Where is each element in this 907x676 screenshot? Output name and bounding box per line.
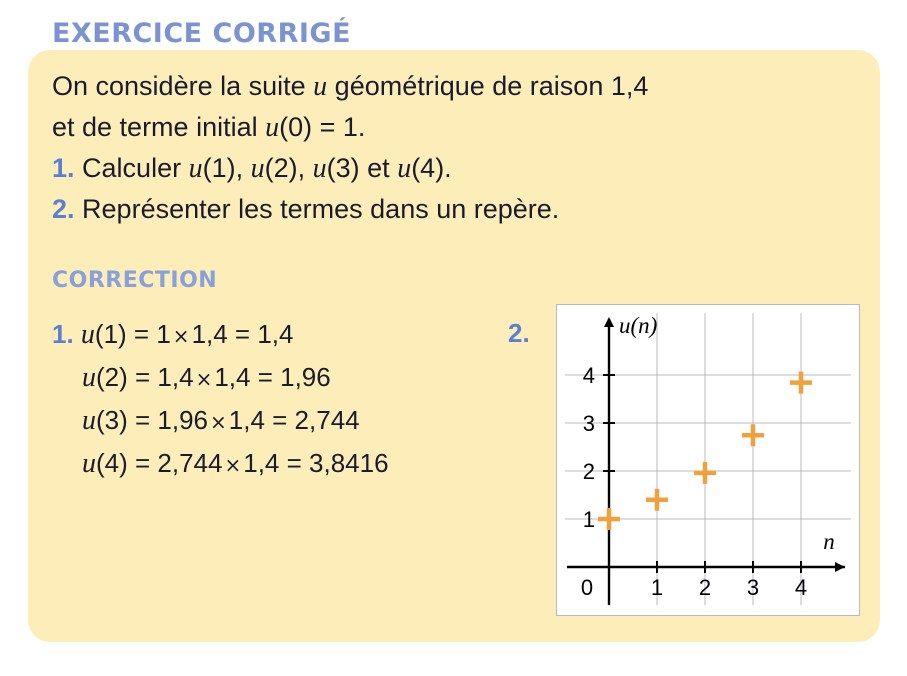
calculation-row-4 xyxy=(52,443,522,486)
calc-2-factor: 1,4 = 1,96 xyxy=(214,362,331,392)
x-tick-label: 3 xyxy=(746,575,760,600)
statement-u2-arg: (2), xyxy=(264,153,306,183)
data-point-marker xyxy=(742,424,764,446)
y-tick-label: 4 xyxy=(582,363,595,388)
statement-u3-arg: (3) et xyxy=(326,153,390,183)
x-axis-label: n xyxy=(823,529,835,554)
multiplication-sign-1: × xyxy=(172,324,190,348)
calc-3-open: (3) = 1,96 xyxy=(96,405,209,435)
correction-question-marker-1: 1. xyxy=(52,319,74,349)
sequence-scatter-chart xyxy=(557,305,857,613)
statement-u2: u xyxy=(250,153,265,184)
statement-u4: u xyxy=(397,153,412,184)
statement-variable-u: u xyxy=(313,71,328,102)
multiplication-sign-3: × xyxy=(210,410,227,434)
x-tick-label: 2 xyxy=(698,575,712,600)
y-tick-label: 1 xyxy=(582,507,595,532)
y-axis-arrow xyxy=(604,317,614,327)
calc-1-open: (1) = 1 xyxy=(94,319,171,349)
graph-panel xyxy=(556,304,860,616)
y-axis-label: u(n) xyxy=(619,313,658,338)
question-number-2: 2. xyxy=(52,194,75,224)
statement-u1: u xyxy=(188,153,203,184)
statement-line-2-part-b: (0) = 1. xyxy=(279,112,366,142)
x-tick-label: 0 xyxy=(580,575,594,600)
calc-4-open: (4) = 2,744 xyxy=(96,448,223,478)
statement-line-2 xyxy=(52,107,842,148)
statement-variable-u0: u xyxy=(265,112,280,143)
x-tick-label: 4 xyxy=(794,575,808,600)
multiplication-sign-2: × xyxy=(195,367,213,391)
x-tick-label: 1 xyxy=(650,575,664,600)
statement-line-3-text: Calculer xyxy=(82,153,182,183)
correction-calculations xyxy=(52,314,522,486)
y-tick-label: 3 xyxy=(582,411,595,436)
data-point-marker xyxy=(646,489,668,511)
calc-3-factor: 1,4 = 2,744 xyxy=(228,405,360,435)
calc-1-u: u xyxy=(80,319,95,350)
x-axis-arrow xyxy=(835,562,845,572)
calc-2-open: (2) = 1,4 xyxy=(96,362,194,392)
statement-u4-arg: (4). xyxy=(411,153,452,183)
statement-line-4-text: Représenter les termes dans un repère. xyxy=(82,194,560,224)
multiplication-sign-4: × xyxy=(224,453,242,477)
page-title: EXERCICE CORRIGÉ xyxy=(52,18,352,49)
statement-line-1-part-b: géométrique de raison 1,4 xyxy=(334,71,649,101)
calc-4-u: u xyxy=(82,448,96,479)
correction-question-marker-2: 2. xyxy=(508,318,530,348)
statement-line-4 xyxy=(52,189,842,230)
statement-line-3 xyxy=(52,148,842,189)
data-point-marker xyxy=(598,508,620,530)
statement-u1-arg: (1), xyxy=(202,153,244,183)
data-point-marker xyxy=(694,462,716,484)
statement-line-1-part-a: On considère la suite xyxy=(52,71,306,101)
correction-title: CORRECTION xyxy=(52,268,218,293)
calculation-row-3 xyxy=(52,400,522,443)
question-number-1: 1. xyxy=(52,153,75,183)
calc-2-u: u xyxy=(82,362,96,393)
calculation-row-1 xyxy=(52,314,522,357)
calculation-row-2 xyxy=(52,357,522,400)
calc-1-factor: 1,4 = 1,4 xyxy=(191,319,294,349)
statement-line-2-part-a: et de terme initial xyxy=(52,112,258,142)
y-tick-label: 2 xyxy=(582,459,595,484)
calc-4-factor: 1,4 = 3,8416 xyxy=(243,448,389,478)
calc-3-u: u xyxy=(82,405,96,436)
exercise-statement xyxy=(52,66,842,230)
statement-line-1 xyxy=(52,66,842,107)
statement-u3: u xyxy=(312,153,327,184)
